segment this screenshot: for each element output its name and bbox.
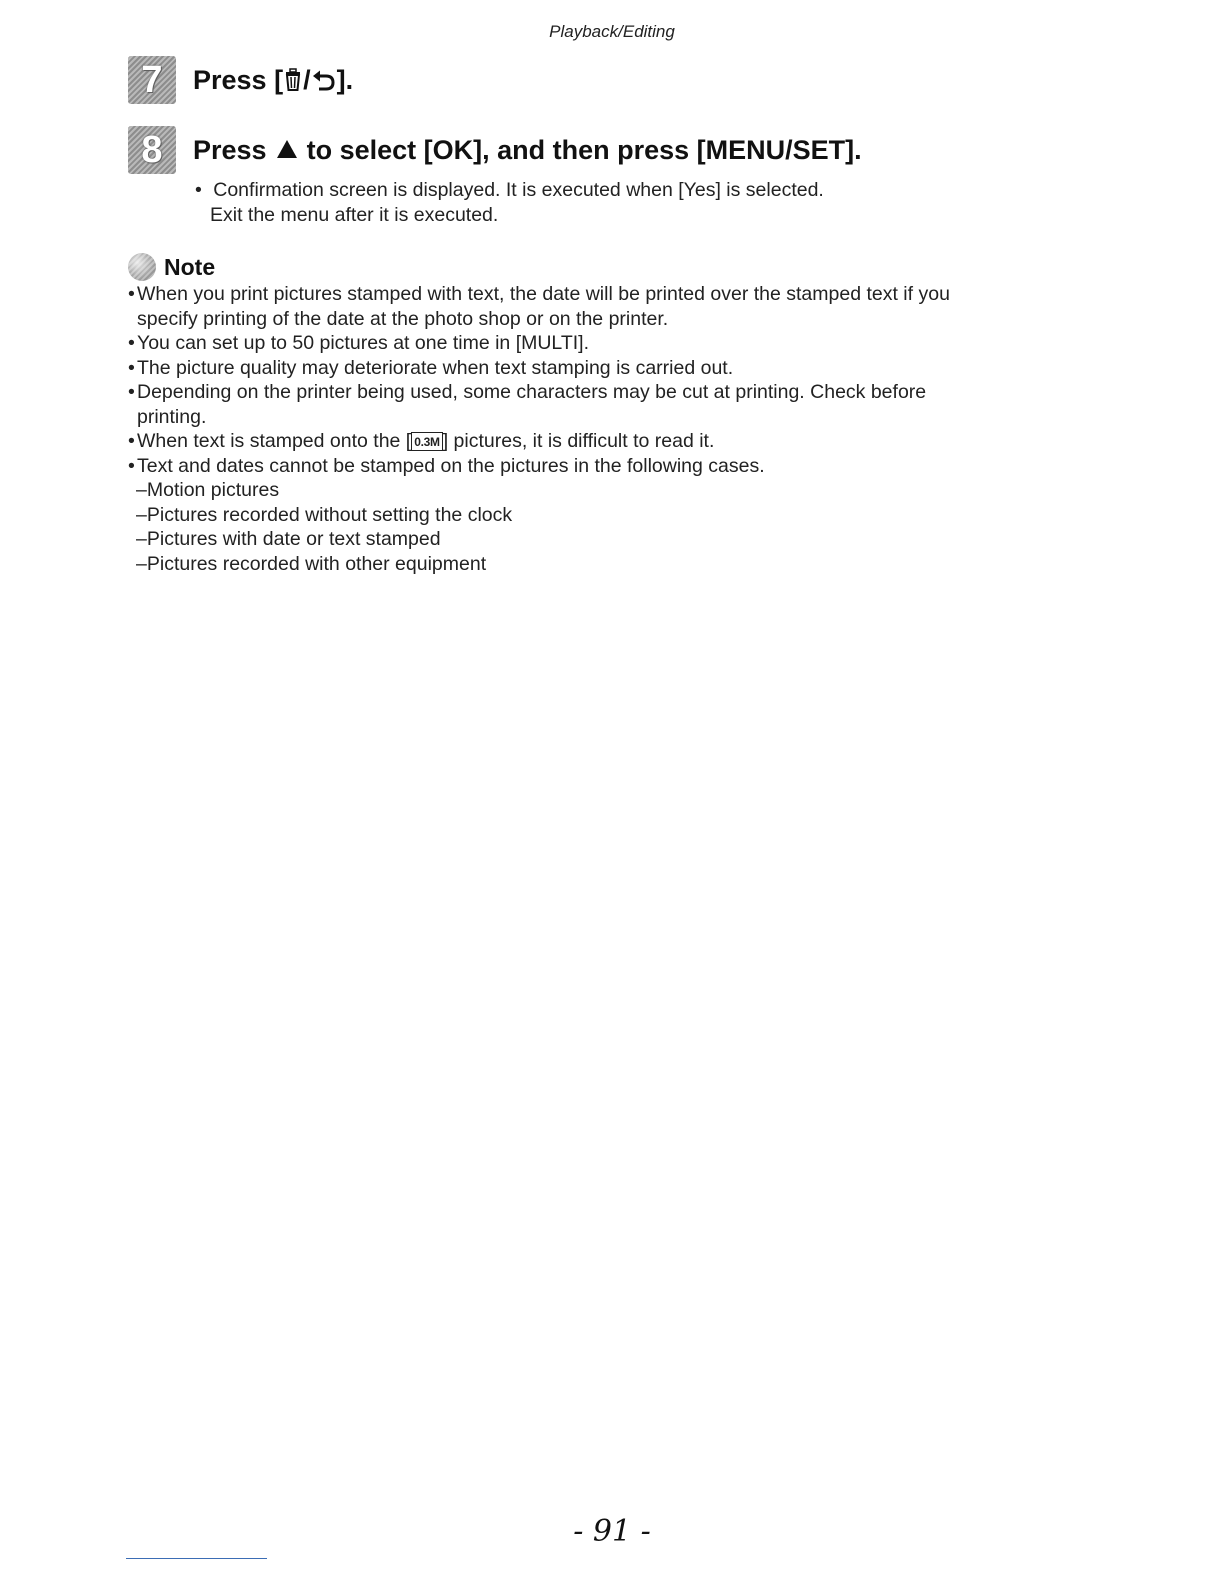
return-arrow-icon xyxy=(312,69,336,91)
step-8 xyxy=(128,126,862,174)
note-item xyxy=(128,429,1118,454)
note-item xyxy=(128,282,1118,331)
bullet: • xyxy=(128,283,135,305)
step-text-after: to select [OK], and then press [MENU/SET]. xyxy=(306,134,862,165)
note-text-after: ] pictures, it is difficult to read it. xyxy=(442,430,715,452)
resolution-0.3m-icon: 0.3M xyxy=(411,432,442,451)
note-subitem xyxy=(128,552,1118,577)
note-heading xyxy=(128,253,215,281)
step-7 xyxy=(128,56,353,104)
bullet: • xyxy=(195,179,202,201)
detail-text: Confirmation screen is displayed. It is executed when [Yes] is selected. xyxy=(213,179,824,201)
step-8-details xyxy=(195,178,824,228)
note-subitem xyxy=(128,478,1118,503)
note-item xyxy=(128,331,1118,356)
note-item xyxy=(128,356,1118,381)
note-icon xyxy=(128,253,156,281)
note-subitem-text: Pictures recorded with other equipment xyxy=(146,552,487,575)
detail-line xyxy=(195,178,824,203)
note-subitem xyxy=(128,527,1118,552)
footer-rule xyxy=(126,1558,267,1559)
bullet: • xyxy=(128,332,135,354)
note-subitem-text: Motion pictures xyxy=(146,479,280,501)
note-subitem-text: Pictures recorded without setting the clock xyxy=(146,503,513,526)
bullet: • xyxy=(128,356,135,379)
step-text-after: ]. xyxy=(336,64,354,95)
step-title xyxy=(193,65,353,96)
note-list xyxy=(128,282,1118,576)
bullet: • xyxy=(128,381,135,403)
note-line: The picture quality may deteriorate when text stamping is carried out. xyxy=(137,356,734,379)
note-line: When you print pictures stamped with text, the date will be printed over the stamped text if you xyxy=(137,283,950,305)
note-heading-text: Note xyxy=(164,253,216,280)
note-line: specify printing of the date at the photo shop or on the printer. xyxy=(137,307,669,330)
note-subitem-text: Pictures with date or text stamped xyxy=(146,528,441,550)
note-line: You can set up to 50 pictures at one time in [MULTI]. xyxy=(137,332,589,354)
page-number: - 91 - xyxy=(573,1514,651,1549)
note-line xyxy=(137,429,1118,454)
note-text-before: When text is stamped onto the [ xyxy=(137,430,412,452)
step-title xyxy=(193,135,862,166)
note-line: Depending on the printer being used, some characters may be cut at printing. Check before xyxy=(137,381,927,403)
note-item xyxy=(128,454,1118,479)
step-text-before: Press xyxy=(193,134,267,165)
note-subitem xyxy=(128,503,1118,528)
dash: – xyxy=(136,479,147,501)
trash-icon xyxy=(284,68,302,92)
icon-separator: / xyxy=(303,64,311,95)
dash: – xyxy=(136,503,147,526)
section-header: Playback/Editing xyxy=(549,22,675,41)
note-line: printing. xyxy=(137,405,207,428)
step-number-badge: 8 xyxy=(128,126,176,174)
dash: – xyxy=(136,552,147,575)
dash: – xyxy=(136,528,147,550)
detail-line: Exit the menu after it is executed. xyxy=(210,204,499,226)
up-arrow-icon xyxy=(277,140,297,158)
step-text-before: Press [ xyxy=(193,64,284,95)
bullet: • xyxy=(128,454,135,477)
note-item xyxy=(128,380,1118,429)
step-number-badge: 7 xyxy=(128,56,176,104)
bullet: • xyxy=(128,430,135,452)
note-line: Text and dates cannot be stamped on the pictures in the following cases. xyxy=(137,454,765,477)
